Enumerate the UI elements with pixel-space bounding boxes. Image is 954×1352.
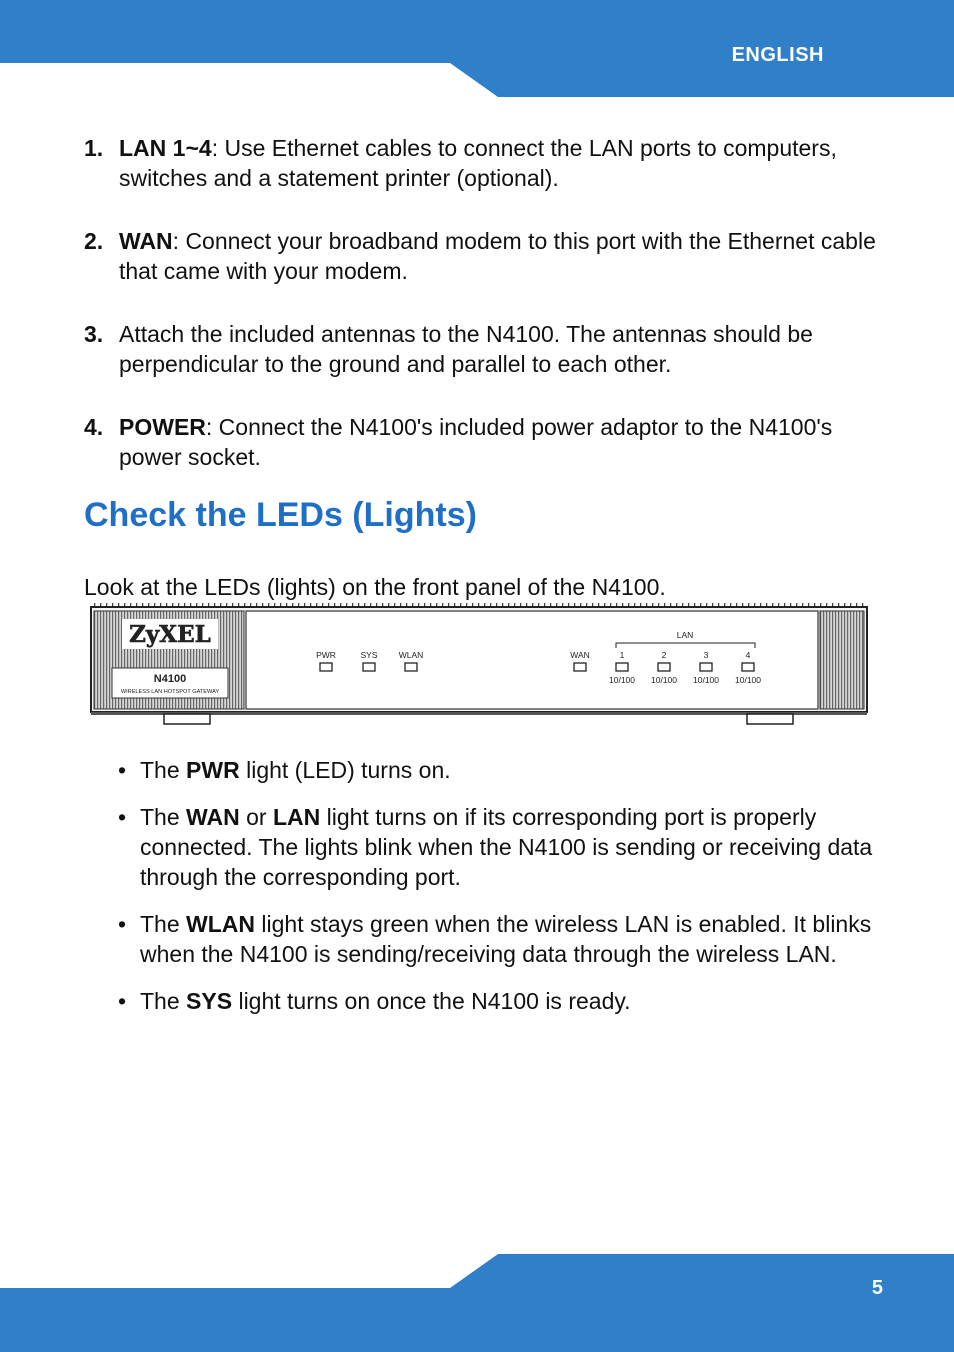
brand-logo: ZyXEL: [129, 621, 211, 648]
lan-speed-label: 10/100: [735, 675, 761, 685]
led-wan: [574, 663, 586, 671]
led-lan-1: [616, 663, 628, 671]
lan-port-label: 4: [745, 650, 751, 660]
led-lan-2: [658, 663, 670, 671]
lan-speed-label: 10/100: [651, 675, 677, 685]
page-number: 5: [871, 1277, 883, 1299]
front-panel-svg: [88, 602, 870, 728]
list-item: • The WAN or LAN light turns on if its corresponding port is properly connected. The lights blink when the N4100 is sending or receiving data through the corresponding port.: [118, 804, 873, 890]
lan-speed-label: 10/100: [693, 675, 719, 685]
led-lan-4: [742, 663, 754, 671]
list-item: 1. LAN 1~4: Use Ethernet cables to connect the LAN ports to computers, switches and a statement printer (optional).: [84, 135, 837, 191]
model-subtitle: WIRELESS LAN HOTSPOT GATEWAY: [120, 689, 220, 695]
section-heading: Check the LEDs (Lights): [84, 496, 477, 534]
led-label-wan: WAN: [570, 650, 590, 660]
led-behavior-list: [118, 755, 888, 1033]
list-item: • The PWR light (LED) turns on.: [118, 757, 451, 783]
front-panel-illustration: [88, 602, 870, 728]
led-pwr: [320, 663, 332, 671]
lan-port-label: 1: [619, 650, 625, 660]
setup-steps-list: [84, 133, 884, 505]
lan-port-label: 2: [661, 650, 667, 660]
led-label-wlan: WLAN: [398, 650, 424, 660]
list-item: 4. POWER: Connect the N4100's included power adaptor to the N4100's power socket.: [84, 414, 833, 470]
list-item: • The SYS light turns on once the N4100 is ready.: [118, 988, 631, 1014]
lan-group-label: LAN: [676, 630, 694, 640]
lan-port-label: 3: [703, 650, 709, 660]
model-label: N4100: [153, 673, 187, 685]
led-sys: [363, 663, 375, 671]
footer-band: [0, 1252, 954, 1352]
list-item: 3. Attach the included antennas to the N4100. The antennas should be perpendicular to the ground and parallel to each other.: [84, 321, 813, 377]
led-wlan: [405, 663, 417, 671]
intro-text: Look at the LEDs (lights) on the front panel of the N4100.: [84, 574, 666, 600]
lan-speed-label: 10/100: [609, 675, 635, 685]
led-label-pwr: PWR: [316, 650, 336, 660]
list-item: • The WLAN light stays green when the wireless LAN is enabled. It blinks when the N4100 is sending/receiving data through the wireless LAN.: [118, 911, 872, 967]
list-item: 2. WAN: Connect your broadband modem to this port with the Ethernet cable that came with your modem.: [84, 228, 876, 284]
led-label-sys: SYS: [360, 650, 378, 660]
language-label: ENGLISH: [731, 44, 824, 66]
led-lan-3: [700, 663, 712, 671]
